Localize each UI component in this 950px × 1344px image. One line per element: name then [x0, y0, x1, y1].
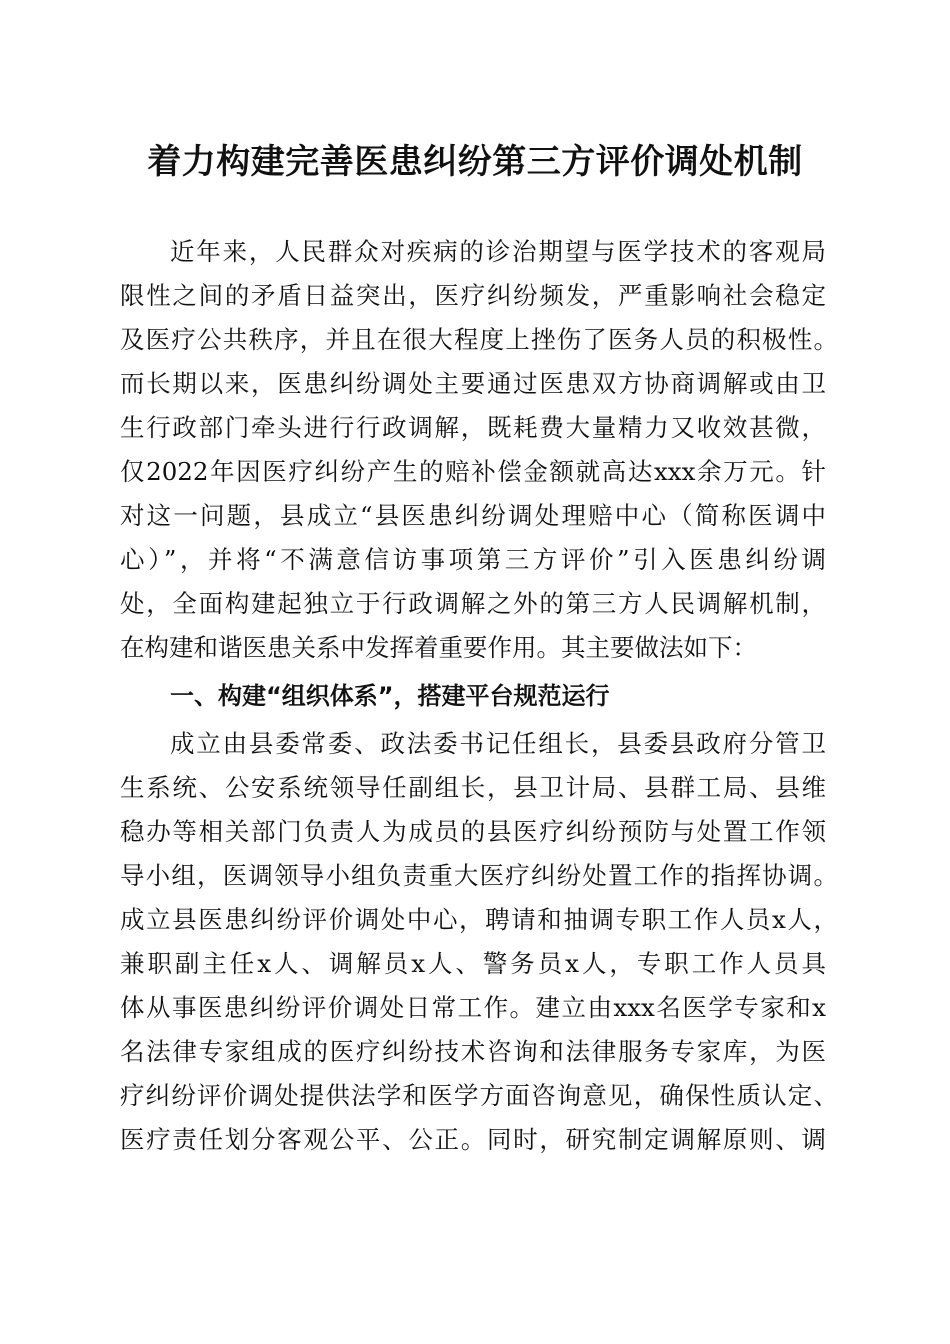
paragraph-line: 成立由县委常委、政法委书记任组长，县委县政府分管卫 — [170, 729, 826, 758]
paragraph-line: 稳办等相关部门负责人为成员的县医疗纠纷预防与处置工作领 — [120, 817, 826, 846]
paragraph-line: 对这一问题，县成立“县医患纠纷调处理赔中心（简称医调中 — [120, 501, 826, 530]
paragraph-line: 生行政部门牵头进行行政调解，既耗费大量精力又收效甚微， — [120, 413, 826, 442]
paragraph-line: 仅2022年因医疗纠纷产生的赔补偿金额就高达xxx余万元。针 — [120, 457, 826, 486]
paragraph-line: 医疗责任划分客观公平、公正。同时，研究制定调解原则、调 — [120, 1125, 826, 1154]
paragraph-line: 及医疗公共秩序，并且在很大程度上挫伤了医务人员的积极性。 — [120, 325, 838, 354]
document-title: 着力构建完善医患纠纷第三方评价调处机制 — [147, 142, 803, 182]
paragraph-line: 生系统、公安系统领导任副组长，县卫计局、县群工局、县维 — [120, 773, 826, 802]
paragraph-line: 疗纠纷评价调处提供法学和医学方面咨询意见，确保性质认定、 — [120, 1081, 838, 1110]
paragraph-line: 名法律专家组成的医疗纠纷技术咨询和法律服务专家库，为医 — [120, 1037, 826, 1066]
paragraph-line: 近年来，人民群众对疾病的诊治期望与医学技术的客观局 — [170, 237, 826, 266]
paragraph-line: 体从事医患纠纷评价调处日常工作。建立由xxx名医学专家和x — [120, 993, 826, 1022]
paragraph-line: 导小组，医调领导小组负责重大医疗纠纷处置工作的指挥协调。 — [120, 861, 838, 890]
paragraph-line: 处，全面构建起独立于行政调解之外的第三方人民调解机制， — [120, 589, 826, 618]
paragraph-line: 在构建和谐医患关系中发挥着重要作用。其主要做法如下： — [120, 633, 757, 662]
paragraph-line: 兼职副主任x人、调解员x人、警务员x人，专职工作人员具 — [120, 949, 826, 978]
paragraph-line: 而长期以来，医患纠纷调处主要通过医患双方协商调解或由卫 — [120, 369, 826, 398]
paragraph-line: 成立县医患纠纷评价调处中心，聘请和抽调专职工作人员x人， — [120, 905, 838, 934]
paragraph-line: 心）”，并将“不满意信访事项第三方评价”引入医患纠纷调 — [120, 545, 826, 574]
section-heading: 一、构建“组织体系”，搭建平台规范运行 — [170, 682, 610, 710]
paragraph-line: 限性之间的矛盾日益突出，医疗纠纷频发，严重影响社会稳定 — [120, 281, 826, 310]
